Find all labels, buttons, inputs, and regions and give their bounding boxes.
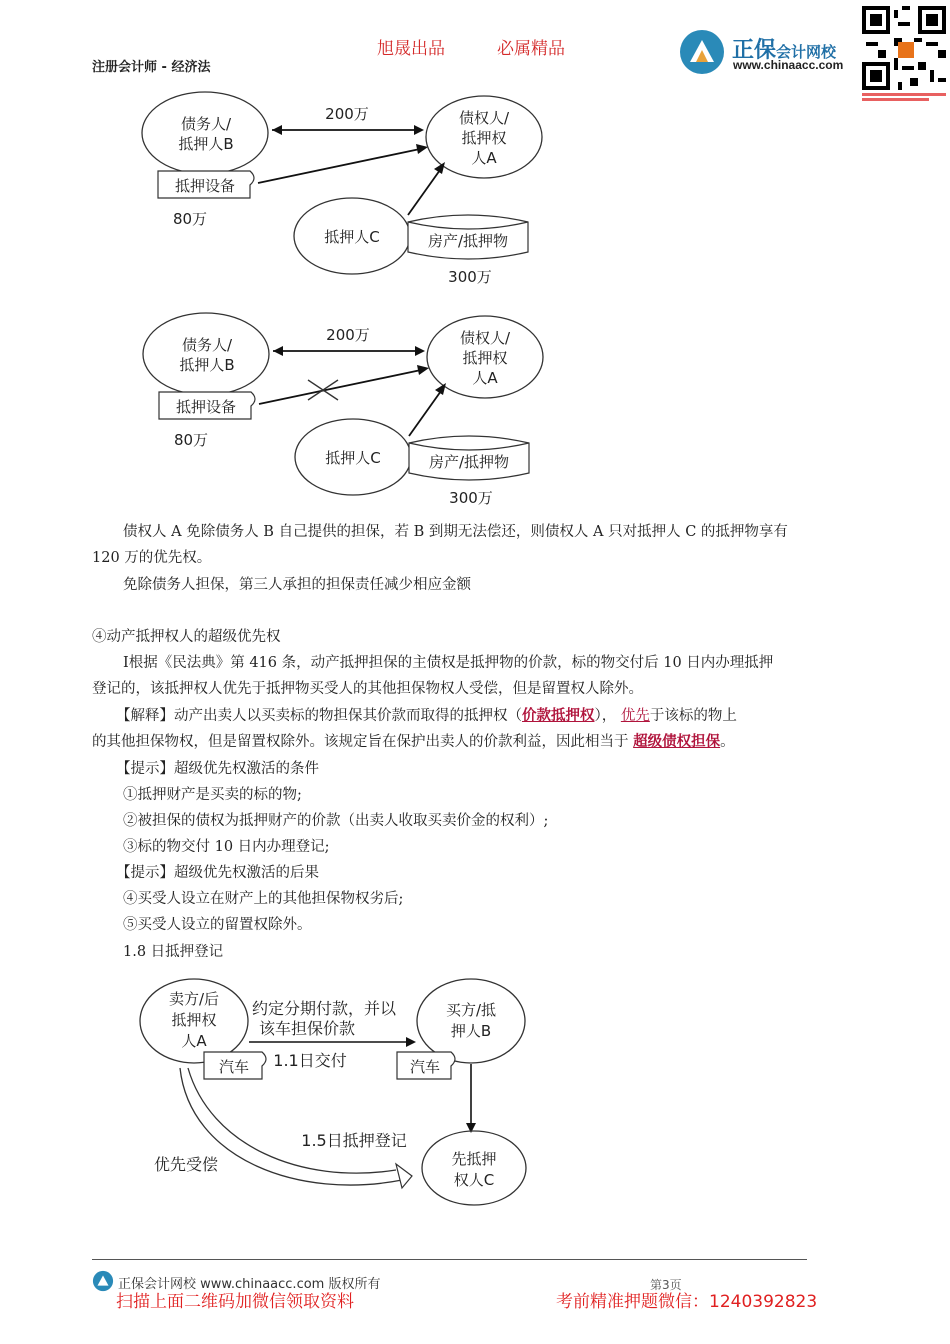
equipment-value: 80万 [173,431,209,449]
footer-promo-right: 考前精准押题微信：1240392823 [556,1292,818,1312]
highlight-priority: 优先 [620,708,650,724]
condition-1: ①抵押财产是买卖的标的物; [123,787,302,803]
logo-icon [678,28,726,76]
first-mortgagee-label-2: 权人C [453,1171,495,1189]
equipment-label: 抵押设备 [174,177,236,195]
qr-code-image [862,6,946,90]
debtor-node [143,313,269,395]
seller-label-1: 卖方/后 [168,990,220,1008]
header-subtitle: 注册会计师 - 经济法 [92,60,211,75]
creditor-label-1: 债权人/ [459,329,511,347]
priority-curve-inner [188,1068,396,1173]
equipment-label: 抵押设备 [175,398,237,416]
delivery-label: 1.1日交付 [273,1051,347,1070]
paragraph-1-line-2: 120 万的优先权。 [92,550,212,566]
section-title: ④动产抵押权人的超级优先权 [92,629,281,645]
diagram-mortgage-1 [0,90,950,290]
logo-url: www.chinaacc.com [733,58,844,72]
cross-mark-icon [308,380,338,400]
creditor-label-3: 人A [471,149,497,167]
priority-arrow-head [396,1164,412,1188]
debtor-label-2: 抵押人B [178,135,234,153]
property-label: 房产/抵押物 [427,232,509,250]
paragraph-3-line-2: 登记的，该抵押权人优先于抵押物买受人的其他担保物权人受偿，但是留置权人除外。 [92,681,643,697]
agreement-label-1: 约定分期付款，并以 [251,999,397,1018]
condition-3: ③标的物交付 10 日内办理登记; [123,839,330,855]
footer-copyright: 正保会计网校 www.chinaacc.com 版权所有 [118,1277,381,1292]
logo-text: 正保会计网校 [732,38,837,63]
buyer-label-2: 押人B [450,1022,492,1040]
debtor-label-2: 抵押人B [179,356,235,374]
mortgagor-c-label: 抵押人C [325,449,381,467]
paragraph-4-line-2: 的其他担保物权，但是留置权除外。该规定旨在保护出卖人的价款利益，因此相当于 超级债权担保。 [92,733,735,750]
creditor-label-1: 债权人/ [458,109,510,127]
consequence-5: ⑤买受人设立的留置权除外。 [123,917,312,933]
debtor-label-1: 债务人/ [180,115,232,133]
highlight-super-guarantee: 超级债权担保 [633,733,721,750]
header-slogan-right: 必属精品 [497,39,565,59]
seller-label-2: 抵押权 [171,1011,217,1029]
mortgagor-c-label: 抵押人C [324,228,380,246]
paragraph-4-line-1: 【解释】动产出卖人以买卖标的物担保其价款而取得的抵押权（价款抵押权）， 优先于该标的物上 [116,707,737,724]
registration-label: 1.5日抵押登记 [301,1131,407,1150]
tip-conditions: 【提示】超级优先权激活的条件 [116,761,319,777]
condition-2: ②被担保的债权为抵押财产的价款（出卖人收取买卖价金的权利）; [123,813,549,829]
debtor-label-1: 债务人/ [181,336,233,354]
paragraph-2: 免除债务人担保，第三人承担的担保责任减少相应金额 [123,577,471,593]
footer-divider [92,1259,807,1260]
footer-logo-icon [92,1270,114,1292]
creditor-label-2: 抵押权 [462,349,508,367]
amount-label: 200万 [326,326,370,344]
priority-label: 优先受偿 [153,1155,219,1174]
highlight-price-mortgage: 价款抵押权 [522,707,595,724]
agreement-label-2: 该车担保价款 [258,1019,356,1038]
footer-page-number: 第3页 [650,1278,682,1292]
car-label-left: 汽车 [218,1058,250,1076]
property-arrow [408,170,440,215]
equipment-arrow [258,149,420,183]
tip-consequences: 【提示】超级优先权激活的后果 [116,865,319,881]
header-slogan-left: 旭晟出品 [377,39,445,59]
buyer-label-1: 买方/抵 [445,1001,497,1019]
seller-label-3: 人A [181,1032,207,1050]
car-label-right: 汽车 [409,1058,441,1076]
consequence-4: ④买受人设立在财产上的其他担保物权劣后; [123,891,404,907]
paragraph-1-line-1: 债权人 A 免除债务人 B 自己提供的担保，若 B 到期无法偿还，则债权人 A 只对抵押人 C 的抵押物享有 [123,524,788,540]
equipment-value: 80万 [172,210,208,228]
diagram-super-priority [0,975,950,1210]
property-value: 300万 [449,489,493,507]
registration-date: 1.8 日抵押登记 [123,944,224,960]
amount-label: 200万 [325,105,369,123]
debtor-node [142,92,268,174]
paragraph-3-line-1: Ⅰ根据《民法典》第 416 条，动产抵押担保的主债权是抵押物的价款，标的物交付后 10 日内办理抵押 [123,655,774,671]
equipment-arrow [259,370,421,404]
creditor-label-2: 抵押权 [461,129,507,147]
first-mortgagee-node [422,1131,526,1205]
diagram-mortgage-2 [0,310,950,510]
footer-promo-left: 扫描上面二维码加微信领取资料 [116,1292,354,1312]
property-value: 300万 [448,268,492,286]
property-label: 房产/抵押物 [428,453,510,471]
first-mortgagee-label-1: 先抵押 [451,1150,497,1168]
property-arrow [409,391,441,436]
creditor-label-3: 人A [472,369,498,387]
buyer-node [417,979,525,1063]
